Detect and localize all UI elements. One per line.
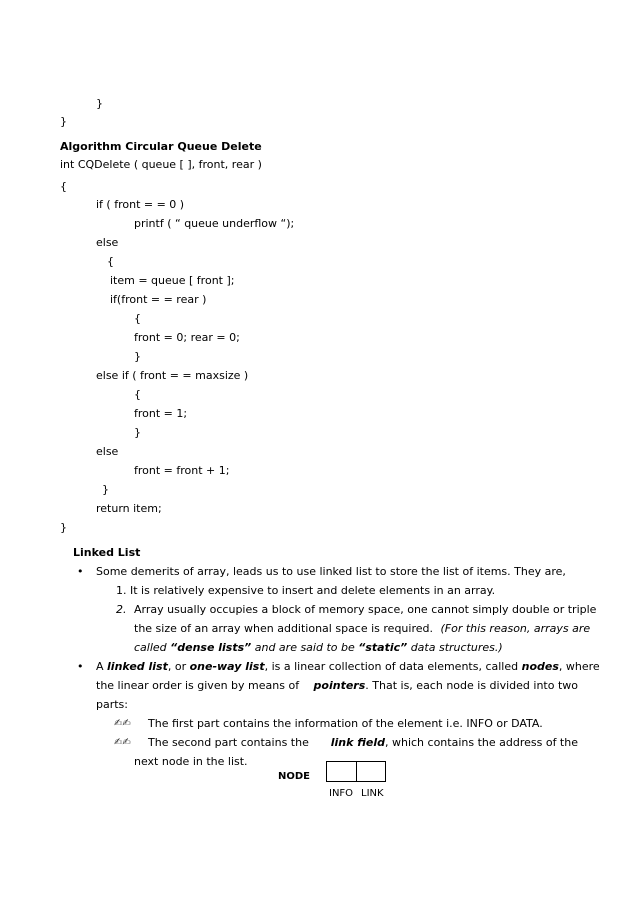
code-line: if(front = = rear ) [110, 293, 207, 306]
section-heading: Linked List [73, 546, 141, 559]
text-run: , is a linear collection of data elements, called [264, 660, 519, 673]
code-line: front = 0; rear = 0; [134, 331, 240, 344]
code-line: { [60, 180, 67, 193]
code-line: } [96, 97, 103, 110]
text-run: data structures.) [410, 641, 503, 654]
term-static: “static” [358, 641, 408, 654]
algorithm-title: Algorithm Circular Queue Delete [60, 140, 262, 153]
paragraph-line: parts: [96, 698, 128, 711]
code-line: } [134, 350, 141, 363]
term-linked-list: linked list [107, 660, 168, 673]
writing-hand-icon: ✍✍ [114, 737, 131, 748]
text-run: the linear order is given by means of [96, 679, 300, 692]
code-line: } [60, 115, 67, 128]
text-run: (For this reason, arrays are [440, 622, 591, 635]
paragraph-line: Some demerits of array, leads us to use linked list to store the list of items. They are, [96, 565, 566, 578]
term-link-field: link field [330, 736, 385, 749]
list-item: 1. It is relatively expensive to insert and delete elements in an array. [116, 584, 496, 597]
text-run: . That is, each node is divided into two [365, 679, 578, 692]
bullet-icon: • [77, 660, 84, 673]
writing-hand-icon: ✍✍ [114, 718, 131, 729]
text-run: called [134, 641, 167, 654]
function-signature: int CQDelete ( queue [ ], front, rear ) [60, 158, 262, 171]
text-run: the size of an array when additional space is required. [134, 622, 433, 635]
code-line: { [134, 388, 141, 401]
list-item-number: 2. [116, 603, 127, 616]
code-line: item = queue [ front ]; [110, 274, 235, 287]
link-label: LINK [361, 788, 384, 799]
code-line: printf ( “ queue underflow “); [134, 217, 295, 230]
code-line: } [60, 521, 67, 534]
text-run: A [96, 660, 104, 673]
term-nodes: nodes [521, 660, 559, 673]
code-line: else [96, 445, 119, 458]
term-one-way-list: one-way list [189, 660, 265, 673]
paragraph-line: Array usually occupies a block of memory space, one cannot simply double or triple [134, 603, 597, 616]
term-dense-lists: “dense lists” [170, 641, 252, 654]
text-run: , or [167, 660, 187, 673]
code-line: return item; [96, 502, 162, 515]
text-run: and are said to be [254, 641, 355, 654]
node-label: NODE [278, 771, 311, 782]
sub-item-continuation: next node in the list. [134, 755, 248, 768]
code-line: { [107, 255, 114, 268]
info-label: INFO [329, 788, 354, 799]
term-pointers: pointers [313, 679, 366, 692]
text-run: , which contains the address of the [384, 736, 578, 749]
code-line: else if ( front = = maxsize ) [96, 369, 249, 382]
code-line: else [96, 236, 119, 249]
paragraph-line [134, 622, 590, 636]
paragraph-line [96, 660, 600, 674]
sub-item: The first part contains the information of the element i.e. INFO or DATA. [148, 717, 543, 730]
code-line: { [134, 312, 141, 325]
code-line: } [102, 483, 109, 496]
node-divider [356, 761, 357, 782]
text-run: The second part contains the [148, 736, 309, 749]
code-line: } [134, 426, 141, 439]
paragraph-line [96, 679, 578, 693]
paragraph-line [134, 641, 503, 655]
text-run: , where [558, 660, 600, 673]
code-line: if ( front = = 0 ) [96, 198, 185, 211]
bullet-icon: • [77, 565, 84, 578]
code-line: front = 1; [134, 407, 188, 420]
sub-item [148, 736, 578, 750]
code-line: front = front + 1; [134, 464, 230, 477]
